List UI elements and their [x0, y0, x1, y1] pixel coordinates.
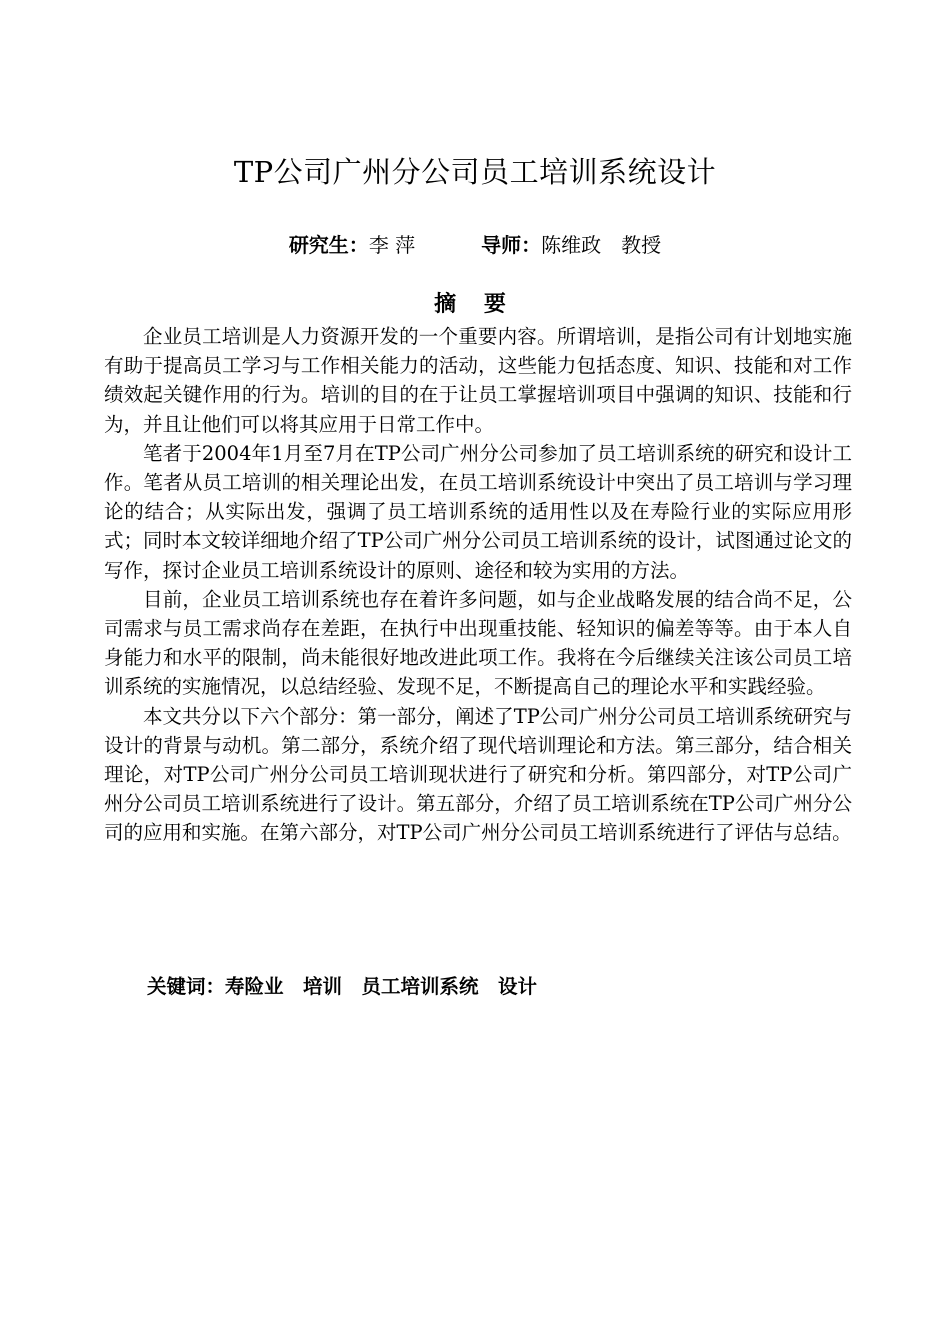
- abstract-heading: 摘 要: [434, 292, 516, 317]
- author-name: 李 萍: [368, 233, 416, 257]
- abstract-paragraph-2: 笔者于2004年1月至7月在TP公司广州分公司参加了员工培训系统的研究和设计工作。笔者从员工培训的相关理论出发，在员工培训系统设计中突出了员工培训与学习理论的结合；从实际出发，强调了员工培训系统的适用性以及在寿险行业的实际应用形式；同时本文较详细地介绍了TP公司广州分公司员工培训系统的设计，试图通过论文的写作，探讨企业员工培训系统设计的原则、途径和较为实用的方法。: [104, 441, 852, 582]
- keywords-line: 关键词：寿险业 培训 员工培训系统 设计: [147, 975, 538, 998]
- abstract-paragraph-4: 本文共分以下六个部分：第一部分，阐述了TP公司广州分公司员工培训系统研究与设计的背景与动机。第二部分，系统介绍了现代培训理论和方法。第三部分，结合相关理论，对TP公司广州分公司员工培训现状进行了研究和分析。第四部分，对TP公司广州分公司员工培训系统进行了设计。第五部分，介绍了员工培训系统在TP公司广州分公司的应用和实施。在第六部分，对TP公司广州分公司员工培训系统进行了评估与总结。: [104, 704, 852, 845]
- document-title: TP公司广州分公司员工培训系统设计: [233, 155, 717, 189]
- advisor-label: 导师：: [481, 233, 542, 257]
- advisor-name: 陈维政 教授: [541, 233, 662, 257]
- author-label: 研究生：: [288, 233, 369, 257]
- abstract-paragraph-1: 企业员工培训是人力资源开发的一个重要内容。所谓培训，是指公司有计划地实施有助于提高员工学习与工作相关能力的活动，这些能力包括态度、知识、技能和对工作绩效起关键作用的行为。培训的目的在于让员工掌握培训项目中强调的知识、技能和行为，并且让他们可以将其应用于日常工作中。: [104, 325, 852, 436]
- author-line: [0, 228, 950, 262]
- abstract-paragraph-3: 目前，企业员工培训系统也存在着许多问题，如与企业战略发展的结合尚不足，公司需求与员工需求尚存在差距，在执行中出现重技能、轻知识的偏差等等。由于本人自身能力和水平的限制，尚未能很好地改进此项工作。我将在今后继续关注该公司员工培训系统的实施情况，以总结经验、发现不足，不断提高自己的理论水平和实践经验。: [104, 587, 852, 699]
- abstract-body: [104, 322, 852, 848]
